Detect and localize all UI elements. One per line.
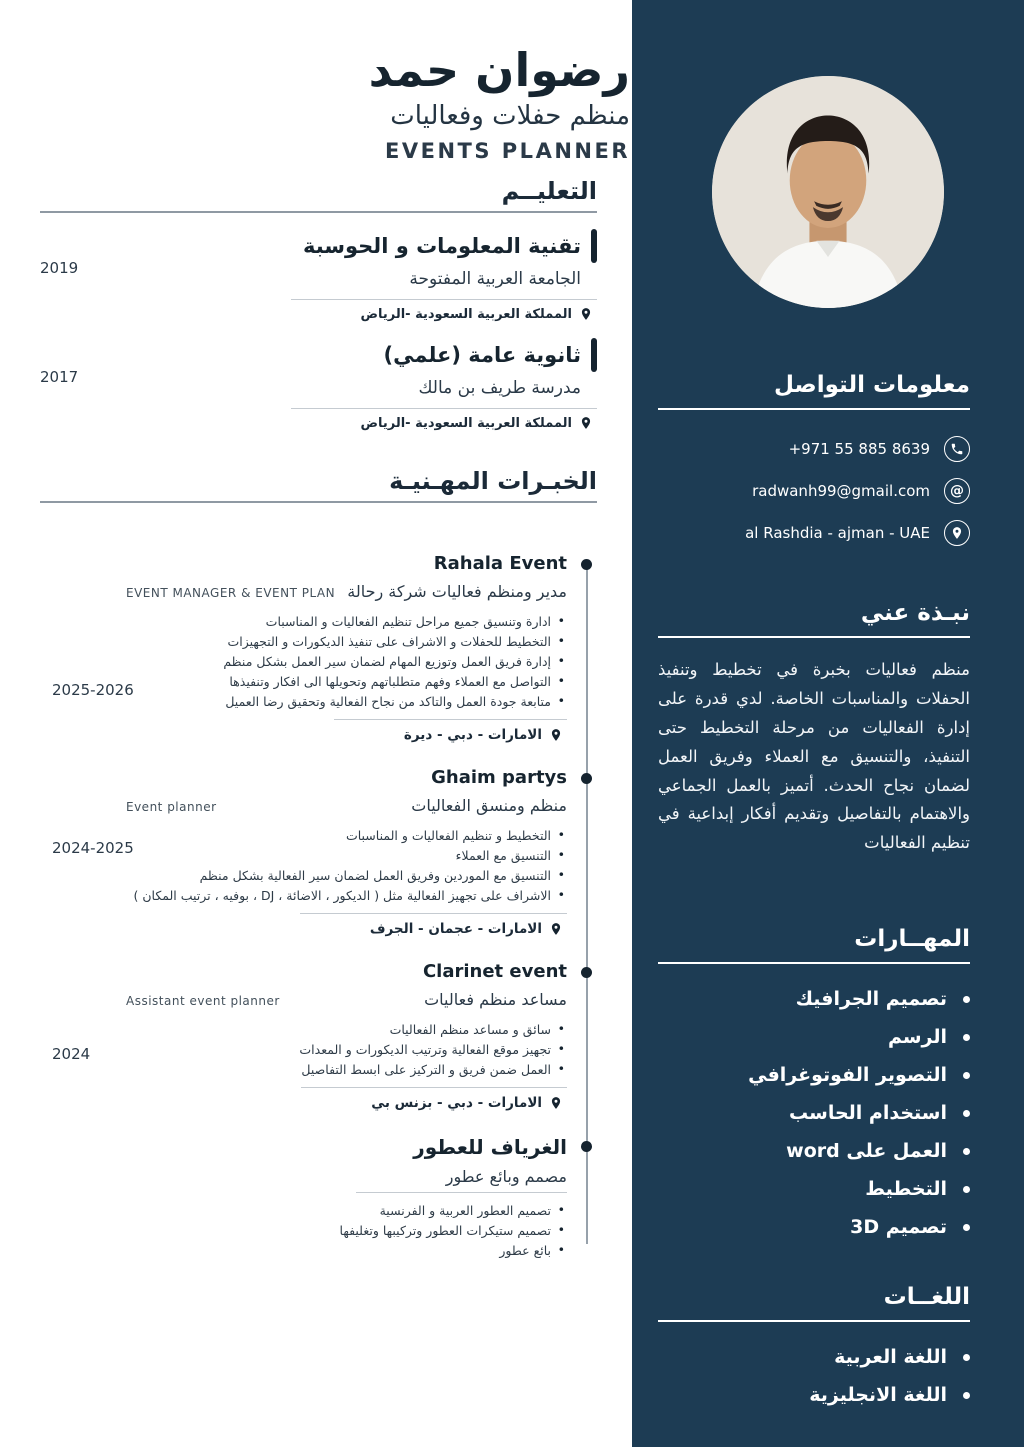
timeline-bar: [591, 229, 597, 263]
at-icon: @: [944, 478, 970, 504]
sidebar: [632, 0, 1024, 1447]
duty-item: • متابعة جودة العمل والتاكد من نجاح الفعالية وتحقيق رضا العميل: [40, 694, 567, 709]
duty-item: • إدارة فريق العمل وتوزيع المهام لضمان سير العمل بشكل منظم: [40, 654, 567, 669]
pin-icon: [549, 1096, 563, 1110]
skill-item: [658, 1178, 970, 1200]
skill-item: [658, 1216, 970, 1238]
experience-entry: [40, 1135, 567, 1258]
about-title-underline: [658, 600, 970, 638]
duty-item: • التخطيط و تنظيم الفعاليات و المناسبات: [40, 828, 567, 843]
languages-title-underline: [658, 1284, 970, 1322]
duty-list: [40, 1022, 567, 1077]
duty-item: • التنسيق مع العملاء: [40, 848, 567, 863]
skill-label: تصميم 3D: [850, 1216, 947, 1239]
education-org: الجامعة العربية المفتوحة: [409, 268, 581, 289]
skill-item: [658, 988, 970, 1010]
contact-section: [632, 372, 1024, 546]
experience-section-title: الخبـرات المهـنيـة: [389, 466, 597, 495]
timeline-dot-icon: [581, 559, 592, 570]
duty-list: [40, 1203, 567, 1258]
languages-section-title: اللغــات: [883, 1284, 970, 1311]
contact-address: [658, 520, 970, 546]
skill-label: استخدام الحاسب: [789, 1102, 947, 1125]
timeline-dot-icon: [581, 967, 592, 978]
skill-label: الرسم: [887, 1026, 947, 1049]
timeline-dot-icon: [581, 1141, 592, 1152]
contact-email: [658, 478, 970, 504]
skill-item: [658, 1140, 970, 1162]
experience-entry: [40, 961, 567, 1111]
skills-section-title: المهــارات: [854, 926, 970, 953]
skill-label: التخطيط: [865, 1178, 947, 1201]
language-label: اللغة الانجليزية: [809, 1384, 947, 1407]
duty-item: • تجهيز موقع الفعالية وترتيب الديكورات و المعدات: [40, 1042, 567, 1057]
contact-address-value: al Rashdia - ajman - UAE: [745, 524, 930, 542]
bullet-dot-icon: [963, 1392, 970, 1399]
role-ar: مصمم وبائع عطور: [445, 1166, 567, 1186]
about-section-title: نبـذة عني: [860, 600, 970, 626]
company-name: Clarinet event: [422, 960, 567, 982]
duty-item: • تصميم ستيكرات العطور وتركيبها وتغليفها: [40, 1223, 567, 1238]
language-item: [658, 1346, 970, 1368]
education-location: [291, 408, 598, 431]
entry-year: 2025-2026: [52, 680, 134, 699]
experience-location: [301, 1087, 567, 1111]
experience-location: [334, 719, 567, 743]
bullet-dot-icon: [963, 1354, 970, 1361]
contact-phone-value: +971 55 885 8639: [788, 440, 930, 458]
languages-section: [632, 1284, 1024, 1406]
education-location-text: المملكة العربية السعودية -الرياض: [360, 306, 572, 322]
education-section-title: التعليــم: [501, 176, 597, 205]
role-ar: منظم ومنسق الفعاليات: [411, 795, 567, 815]
experience-entry: [40, 767, 567, 937]
location-icon: [944, 520, 970, 546]
about-section: [632, 600, 1024, 858]
duty-item: • التنسيق مع الموردين وفريق العمل لضمان سير الفعالية بشكل منظم: [40, 868, 567, 883]
role-en: EVENT MANAGER & EVENT PLAN: [126, 585, 336, 600]
experience-location-text: الامارات - دبي - ديرة: [403, 726, 542, 743]
language-label: اللغة العربية: [834, 1346, 947, 1369]
skill-item: [658, 1102, 970, 1124]
skill-label: تصميم الجرافيك: [795, 988, 947, 1011]
education-title: تقنية المعلومات و الحوسبة: [303, 233, 581, 258]
bullet-dot-icon: [963, 1034, 970, 1041]
education-entry: [40, 229, 597, 322]
education-location-text: المملكة العربية السعودية -الرياض: [360, 415, 572, 431]
skill-item: [658, 1026, 970, 1048]
experience-title-underline: [40, 467, 597, 503]
contact-email-value: radwanh99@gmail.com: [752, 482, 930, 500]
duty-item: • بائع عطور: [40, 1243, 567, 1258]
experience-timeline: [40, 503, 597, 1258]
duty-item: • الاشراف على تجهيز الفعالية مثل ( الديكور ، الاضائة ، DJ ، بوفيه ، ترتيب المكان ): [40, 888, 567, 903]
duty-item: • التخطيط للحفلات و الاشراف على تنفيذ الديكورات و التجهيزات: [40, 634, 567, 649]
duty-item: • العمل ضمن فريق و التركيز على ابسط التفاصيل: [40, 1062, 567, 1077]
duty-item: • تصميم العطور العربية و الفرنسية: [40, 1203, 567, 1218]
job-title-en: EVENTS PLANNER: [385, 138, 630, 163]
education-title: ثانوية عامة (علمي): [383, 342, 581, 367]
company-name: الغرياف للعطور: [413, 1134, 567, 1159]
contact-title-underline: [658, 372, 970, 410]
bullet-dot-icon: [963, 1148, 970, 1155]
education-title-underline: [40, 177, 597, 213]
timeline-bar: [591, 338, 597, 372]
role-ar: مساعد منظم فعاليات: [424, 989, 567, 1009]
bullet-dot-icon: [963, 1110, 970, 1117]
bullet-dot-icon: [963, 996, 970, 1003]
duty-item: • سائق و مساعد منظم الفعاليات: [40, 1022, 567, 1037]
timeline-dot-icon: [581, 773, 592, 784]
skills-section: [632, 926, 1024, 1238]
pin-icon: [579, 416, 593, 430]
entry-year: 2024-2025: [52, 838, 134, 857]
page-title: رضوان حمد: [368, 43, 630, 97]
entry-year: 2017: [40, 367, 79, 386]
role-ar: مدير ومنظم فعاليات شركة رحالة: [347, 581, 567, 601]
contact-phone: [658, 436, 970, 462]
role-en: Assistant event planner: [126, 993, 280, 1008]
bullet-dot-icon: [963, 1224, 970, 1231]
profile-photo: [632, 0, 1024, 308]
phone-icon: [944, 436, 970, 462]
about-text: منظم فعاليات بخبرة في تخطيط وتنفيذ الحفلات والمناسبات الخاصة. لدي قدرة على إدارة الفعاليات من مرحلة التخطيط حتى التنفيذ، والتنسيق مع العملاء وفريق العمل لضمان نجاح الحدث. أتميز بالعمل الجماعي والاهتمام بالتفاصيل وتقديم أفكار إبداعية في تنظيم الفعاليات: [658, 660, 970, 853]
experience-location: [300, 913, 567, 937]
skill-label: التصوير الفوتوغرافي: [748, 1064, 947, 1087]
skill-label: العمل على word: [786, 1140, 947, 1163]
education-location: [291, 299, 598, 322]
pin-icon: [549, 922, 563, 936]
experience-entry: [40, 553, 567, 743]
education-org: مدرسة طريف بن مالك: [418, 377, 581, 398]
avatar-image: [712, 76, 944, 308]
entry-year: 2024: [52, 1044, 91, 1063]
education-section: [0, 177, 632, 431]
header-block: [0, 44, 632, 163]
entry-year: 2019: [40, 258, 79, 277]
pin-icon: [579, 307, 593, 321]
experience-section: [0, 467, 632, 1258]
experience-location-text: الامارات - عجمان - الجرف: [369, 920, 542, 937]
skill-item: [658, 1064, 970, 1086]
duty-item: • ادارة وتنسيق جميع مراحل تنظيم الفعاليات و المناسبات: [40, 614, 567, 629]
experience-location-text: الامارات - دبي - بزنس بي: [371, 1094, 542, 1111]
language-item: [658, 1384, 970, 1406]
bullet-dot-icon: [963, 1186, 970, 1193]
role-en: Event planner: [126, 799, 217, 814]
pin-icon: [549, 728, 563, 742]
skills-title-underline: [658, 926, 970, 964]
contact-section-title: معلومات التواصل: [774, 372, 970, 398]
company-name: Ghaim partys: [431, 766, 567, 788]
bullet-dot-icon: [963, 1072, 970, 1079]
duty-item: • التواصل مع العملاء وفهم متطلباتهم وتحويلها الى افكار وتنفيذها: [40, 674, 567, 689]
company-name: Rahala Event: [433, 552, 567, 574]
education-entry: [40, 338, 597, 431]
job-title-ar: منظم حفلات وفعاليات: [390, 100, 630, 131]
